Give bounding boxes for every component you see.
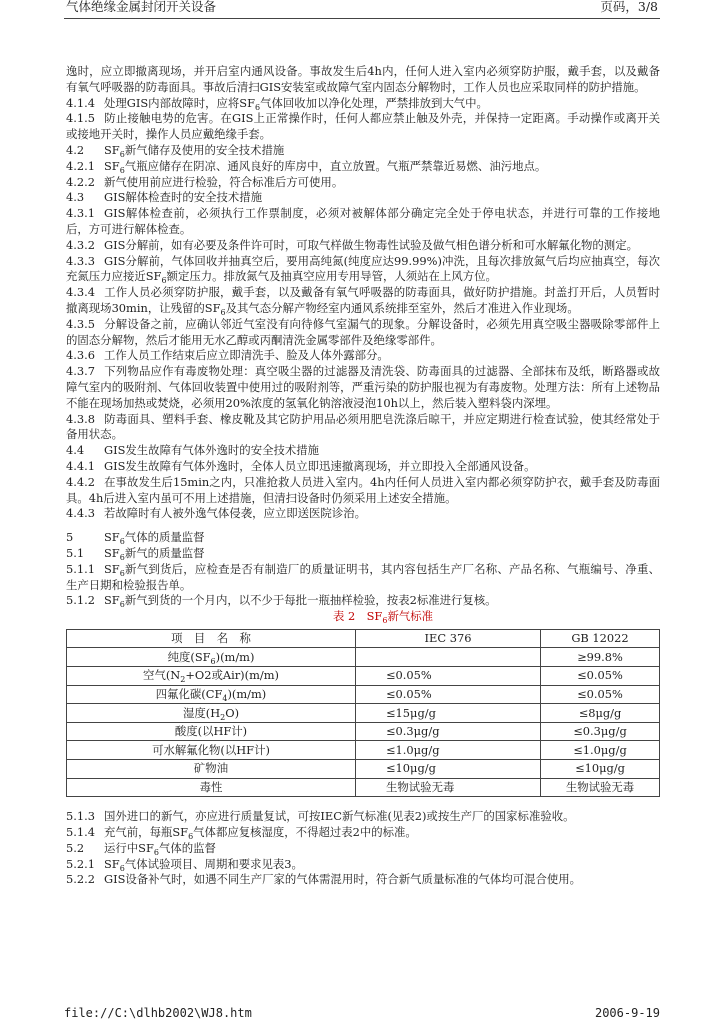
section4-paragraph <box>66 175 660 191</box>
clause-text: $SF_6$新气的质量监督 <box>104 545 205 562</box>
clause-number: 5.2.1 <box>66 856 95 871</box>
section-5 <box>66 530 660 609</box>
section5-paragraph <box>66 530 660 546</box>
section4-paragraph <box>66 159 660 175</box>
table-cell: ≤10μg/g <box>541 760 660 779</box>
clause-text: $SF_6$气瓶应储存在阴凉、通风良好的库房中，直立放置。气瓶严禁靠近易燃、油污地点。 <box>104 158 547 175</box>
table-row <box>67 741 660 760</box>
file-path: file://C:\dlhb2002\WJ8.htm <box>64 1006 252 1020</box>
section5-paragraph <box>66 593 660 609</box>
section4-paragraph <box>66 506 660 522</box>
clause-number: 4.3 <box>66 190 85 205</box>
clause-number: 5.1.3 <box>66 809 95 824</box>
table-row <box>67 760 660 779</box>
table-cell: 矿物油 <box>67 760 356 779</box>
section4-paragraph <box>66 96 660 112</box>
section4-paragraph <box>66 364 660 411</box>
clause-text: 分解设备之前，应确认邻近气室没有向待修气室漏气的现象。分解设备时，必须先用真空吸尘器吸除零部件上的固态分解物，然后才能用无水乙醇或丙酮清洗金属零部件及绝缘零部件。 <box>66 316 660 347</box>
clause-text: 运行中$SF_6$气体的监督 <box>104 840 216 857</box>
table-cell: ≤0.05% <box>356 685 541 704</box>
clause-number: 4.3.1 <box>66 206 95 221</box>
page-number: 页码，3/8 <box>600 0 658 14</box>
clause-number: 4.2.2 <box>66 174 95 189</box>
clause-number: 4.1.4 <box>66 95 95 110</box>
section5b-paragraph <box>66 857 660 873</box>
table-cell: 湿度$(H_2O)$ <box>67 704 356 723</box>
clause-text: 在事故发生后15min之内，只准抢救人员进入室内。4h内任何人员进入室内都必须穿防护衣，戴手套及防毒面具。4h后进入室内虽可不用上述措施，但清扫设备时仍须采用上述安全措施。 <box>66 474 660 505</box>
print-date: 2006-9-19 <box>594 1006 660 1020</box>
clause-number: 4.4.2 <box>66 474 95 489</box>
section5-paragraph <box>66 546 660 562</box>
section5b-paragraph <box>66 825 660 841</box>
table-row <box>67 648 660 667</box>
section4-paragraph <box>66 475 660 507</box>
section-4 <box>66 64 660 522</box>
section4-paragraph <box>66 254 660 286</box>
table-header-cell: GB 12022 <box>541 629 660 648</box>
table-row <box>67 778 660 797</box>
table-cell: ≤0.3μg/g <box>356 722 541 741</box>
clause-text: 下列物品应作有毒废物处理：真空吸尘器的过滤器及清洗袋、防毒面具的过滤器、全部抹布及纸，断路器或故障气室内的吸附剂、气体回收装置中使用过的吸附剂等，严重污染的防护服也视为有毒废物。处理方法：所有上述物品不能在现场加热或焚烧，必须用20%浓度的氢氧化钠溶液浸泡10h以上，然后装入塑料袋内深埋。 <box>66 364 660 410</box>
section4-paragraph <box>66 238 660 254</box>
table-cell: ≤0.05% <box>541 685 660 704</box>
table-cell: ≤10μg/g <box>356 760 541 779</box>
table-cell: ≤15μg/g <box>356 704 541 723</box>
table-cell: 毒性 <box>67 778 356 797</box>
section4-paragraph <box>66 206 660 238</box>
clause-number: 4.2.1 <box>66 158 95 173</box>
table-header-cell: 项 目 名 称 <box>67 629 356 648</box>
table-header-row <box>67 629 660 648</box>
table-row <box>67 685 660 704</box>
clause-number: 4.3.6 <box>66 348 95 363</box>
clause-text: GIS解体检查时的安全技术措施 <box>104 190 263 205</box>
section4-paragraph <box>66 443 660 459</box>
table-row <box>67 722 660 741</box>
table-cell: 四氟化碳$(CF_4)(m/m)$ <box>67 685 356 704</box>
table-cell <box>356 648 541 667</box>
clause-number: 4.2 <box>66 142 85 157</box>
clause-text: 充气前，每瓶$SF_6$气体都应复核湿度，不得超过表2中的标准。 <box>104 825 417 842</box>
section4-paragraph <box>66 190 660 206</box>
section5b-paragraph <box>66 841 660 857</box>
table-cell: ≤1.0μg/g <box>541 741 660 760</box>
table-cell: 酸度(以HF计) <box>67 722 356 741</box>
table-cell: ≤8μg/g <box>541 704 660 723</box>
sf6-standard-table <box>66 629 660 797</box>
section4-paragraph <box>66 317 660 349</box>
clause-number: 4.3.3 <box>66 253 95 268</box>
clause-text: 工作人员工作结束后应立即清洗手、脸及人体外露部分。 <box>104 348 389 363</box>
clause-number: 4.3.2 <box>66 237 95 252</box>
clause-number: 4.3.8 <box>66 411 95 426</box>
page-header <box>64 0 660 19</box>
table-row <box>67 704 660 723</box>
clause-text: 防毒面具、塑料手套、橡皮靴及其它防护用品必须用肥皂洗涤后晾干，并应定期进行检查试验，使其经常处于备用状态。 <box>66 411 660 442</box>
table-cell: ≥99.8% <box>541 648 660 667</box>
section5b-paragraph <box>66 809 660 825</box>
section5-paragraph <box>66 562 660 594</box>
table-cell: ≤0.05% <box>356 667 541 686</box>
section4-paragraph <box>66 143 660 159</box>
section4-paragraph <box>66 459 660 475</box>
clause-number: 5.1 <box>66 545 85 560</box>
clause-number: 5.2 <box>66 840 85 855</box>
table-cell: 可水解氟化物(以HF计) <box>67 741 356 760</box>
clause-text: 国外进口的新气，亦应进行质量复试，可按IEC新气标准(见表2)或按生产厂的国家标准验收。 <box>104 809 575 824</box>
clause-number: 5.1.1 <box>66 561 95 576</box>
clause-text: GIS发生故障有气体外逸时，全体人员立即迅速撤离现场，并立即投入全部通风设备。 <box>104 458 536 473</box>
section5b-paragraph <box>66 872 660 888</box>
section4-paragraph <box>66 348 660 364</box>
section4-paragraph <box>66 64 660 96</box>
clause-text: $SF_6$新气到货后，应检查是否有制造厂的质量证明书，其内容包括生产厂名称、产品名称、气瓶编号、净重、生产日期和检验报告单。 <box>66 561 660 592</box>
clause-text: 新气使用前应进行检验，符合标准后方可使用。 <box>104 174 344 189</box>
clause-number: 4.3.4 <box>66 285 95 300</box>
clause-text: 逸时，应立即撤离现场，并开启室内通风设备。事故发生后4h内，任何人进入室内必须穿防护服，戴手套，以及戴备有氧气呼吸器的防毒面具。事故后清扫GIS安装室或故障气室内固态分解物时，工作人员也应采取同样的防护措施。 <box>66 64 660 94</box>
table-cell: 空气($N_2+O2$或Air)(m/m) <box>67 667 356 686</box>
document-body <box>66 64 660 888</box>
clause-number: 4.4 <box>66 443 85 458</box>
table-header-cell: IEC 376 <box>356 629 541 648</box>
clause-text: GIS设备补气时，如遇不同生产厂家的气体需混用时，符合新气质量标准的气体均可混合使用。 <box>104 872 582 887</box>
clause-text: 处理GIS内部故障时，应将$SF_6$气体回收加以净化处理，严禁排放到大气中。 <box>104 95 488 112</box>
clause-number: 4.4.3 <box>66 506 95 521</box>
clause-number: 5.2.2 <box>66 872 95 887</box>
clause-text: 工作人员必须穿防护服，戴手套，以及戴备有氧气呼吸器的防毒面具，做好防护措施。封盖打开后，人员暂时撤离现场30min，让残留的$SF_6$及其气态分解产物经室内通风系统排至室外，然后才准进入作业现场。 <box>66 285 660 317</box>
clause-number: 4.3.7 <box>66 364 95 379</box>
clause-text: $SF_6$气体试验项目、周期和要求见表3。 <box>104 856 303 873</box>
clause-number: 5.1.4 <box>66 825 95 840</box>
section4-paragraph <box>66 285 660 317</box>
table-cell: ≤0.05% <box>541 667 660 686</box>
table-cell: 生物试验无毒 <box>541 778 660 797</box>
clause-text: GIS分解前，如有必要及条件许可时，可取气样做生物毒性试验及做气相色谱分析和可水解氟化物的测定。 <box>104 237 638 252</box>
clause-number: 5 <box>66 530 74 545</box>
doc-title: 气体绝缘金属封闭开关设备 <box>66 0 217 14</box>
clause-number: 4.1.5 <box>66 111 95 126</box>
clause-text: GIS解体检查前，必须执行工作票制度，必须对被解体部分确定完全处于停电状态，并进行可靠的工作接地后，方可进行解体检查。 <box>66 206 660 236</box>
clause-text: $SF_6$气体的质量监督 <box>104 530 205 547</box>
clause-number: 4.3.5 <box>66 316 95 331</box>
clause-text: $SF_6$新气储存及使用的安全技术措施 <box>104 142 285 159</box>
table-cell: 生物试验无毒 <box>356 778 541 797</box>
table-cell: 纯度$(SF_6)(m/m)$ <box>67 648 356 667</box>
table-row <box>67 667 660 686</box>
clause-number: 5.1.2 <box>66 593 95 608</box>
clause-text: 防止接触电势的危害。在GIS上正常操作时，任何人都应禁止触及外壳，并保持一定距离。手动操作或离开关或接地开关时，操作人员应戴绝缘手套。 <box>66 111 660 142</box>
clause-number: 4.4.1 <box>66 458 95 473</box>
clause-text: GIS发生故障有气体外逸时的安全技术措施 <box>104 443 320 458</box>
section4-paragraph <box>66 111 660 143</box>
clause-text: 若故障时有人被外逸气体侵袭，应立即送医院诊治。 <box>104 506 366 521</box>
table-caption: 表 2 $SF_6$新气标准 <box>332 609 434 626</box>
table-cell: ≤0.3μg/g <box>541 722 660 741</box>
table-cell: ≤1.0μg/g <box>356 741 541 760</box>
clause-text: GIS分解前，气体回收并抽真空后，要用高纯氮(纯度应达99.99%)冲洗，且每次排放氮气后均应抽真空，每次充氮压力应接近$SF_6$额定压力。排放氮气及抽真空应用专用导管，人须站在上风方位。 <box>66 253 660 286</box>
section-5-cont <box>66 809 660 888</box>
clause-text: $SF_6$新气到货的一个月内，以不少于每批一瓶抽样检验，按表2标准进行复核。 <box>104 593 497 610</box>
section4-paragraph <box>66 412 660 444</box>
